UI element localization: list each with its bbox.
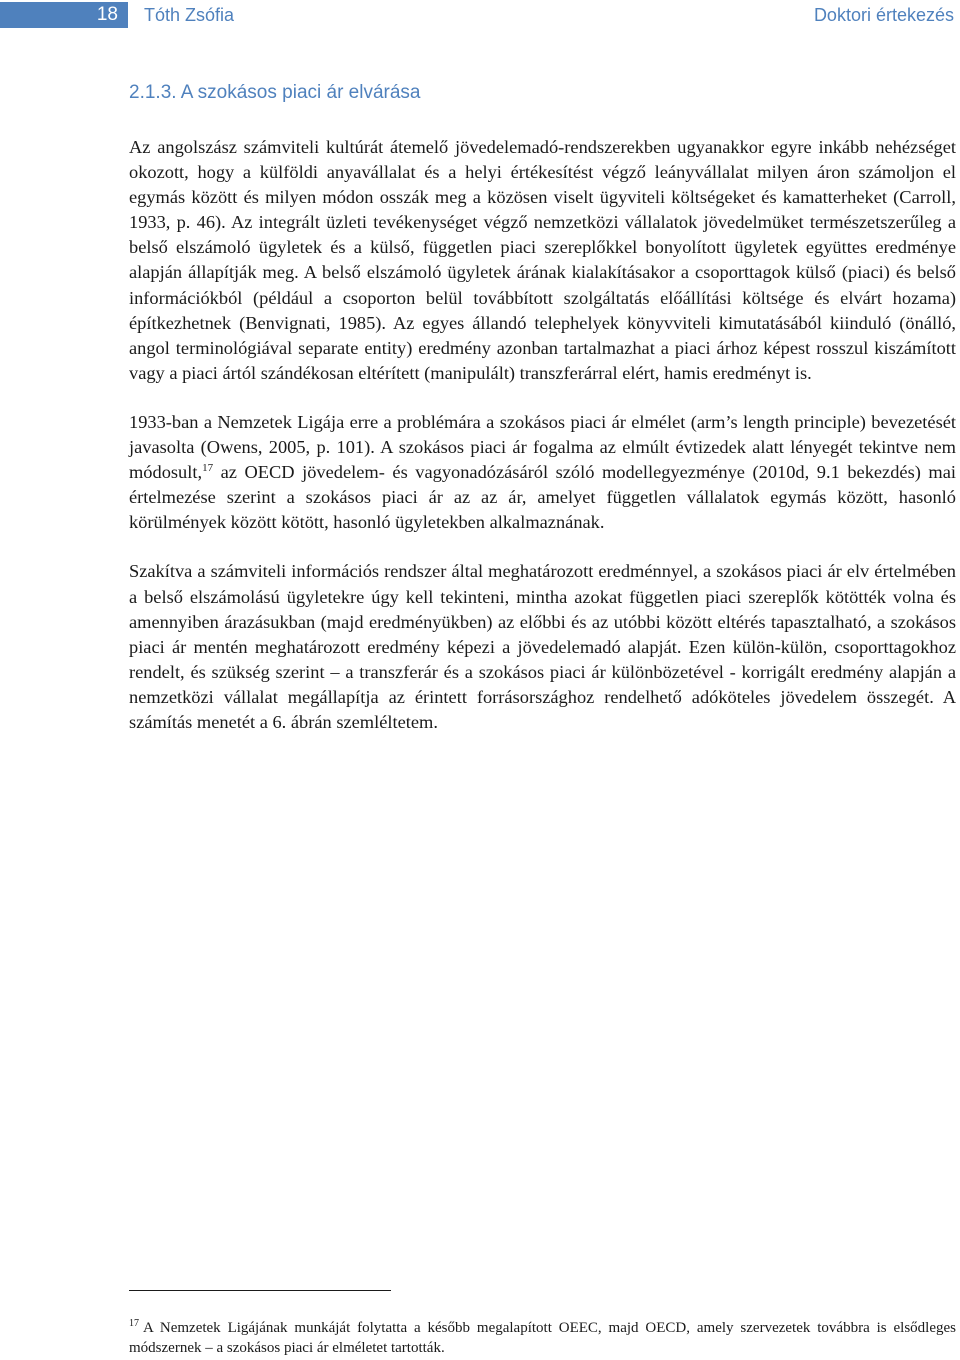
- paragraph-2-part-1: 1933-ban a Nemzetek Ligája erre a problémára a szokásos piaci ár elmélet (arm’s length principle) bevezetését javasolta (Owens, 2005, p. 101). A szokásos piaci ár fogalma az elmúlt évtizedek alatt lényegét tekintve nem módosult,: [129, 411, 956, 483]
- footnote-reference[interactable]: 17: [202, 462, 214, 475]
- paragraph-2: [129, 410, 956, 535]
- paragraph-2-part-2: az OECD jövedelem- és vagyonadózásáról szóló modellegyezménye (2010d, 9.1 bekezdés) mai értelmezése szerint a szokásos piaci ár az az ár, amelyet független vállalatok egymás között, hasonló körülmények között kötött, hasonló ügyletekben alkalmaznának.: [129, 462, 956, 533]
- footnote: [129, 1318, 956, 1358]
- footnote-mark: 17: [129, 1318, 139, 1329]
- section-heading: 2.1.3. A szokásos piaci ár elvárása: [129, 82, 421, 103]
- body-text: [129, 135, 956, 735]
- author-name: Tóth Zsófia: [144, 5, 235, 25]
- footnote-separator: [129, 1290, 391, 1291]
- page-number: 18: [0, 2, 128, 28]
- document-type: Doktori értekezés: [813, 5, 954, 25]
- footnote-text: A Nemzetek Ligájának munkáját folytatta a később megalapított OEEC, majd OECD, amely szervezetek továbbra is elsődleges módszernek – a szokásos piaci ár elméletet tartották.: [129, 1320, 956, 1356]
- paragraph-3: Szakítva a számviteli információs rendszer által meghatározott eredménnyel, a szokásos piaci ár elv értelmében a belső elszámolású ügyletekre úgy kell tekinteni, mintha azokat független piaci szereplők kötötték volna és amennyiben árazásukban (majd eredményükben) az előbbi és az utóbbi között eltérés tapasztalható, a szokásos piaci ár mentén meghatározott eredmény képezi a jövedelemadó alapját. Ezen külön-külön, csoporttagokhoz rendelt, és szükség szerint – a transzferár és a szokásos piaci ár különbözetével - korrigált eredmény alapján a nemzetközi vállalat megállapítja az érintett forrásországhoz rendelhető adóköteles jövedelem összegét. A számítás menetét a 6. ábrán szemléltetem.: [129, 561, 956, 732]
- paragraph-1: Az angolszász számviteli kultúrát átemelő jövedelemadó-rendszerekben ugyanakkor egyre inkább nehézséget okozott, hogy a külföldi anyavállalat és a helyi értékesítést végző leányvállalat milyen áron számoljon el egymás között és milyen módon osszák meg a közösen viselt ügyviteli költségeket és kamatterheket (Carroll, 1933, p. 46). Az integrált üzleti tevékenységet végző nemzetközi vállalatok jövedelmüket természetszerűleg a belső elszámoló ügyletek és a külső, független piaci szereplőkkel bonyolított ügyletek együttes eredménye alapján állapítják meg. A belső elszámoló ügyletek árának kialakításakor a csoporttagok külső (piaci) és belső információkból (például a csoporton belül továbbított szolgáltatás előállítási költsége és elvárt hozama) építkezhetnek (Benvignati, 1985). Az egyes állandó telephelyek könyvviteli kimutatásából kiinduló (önálló, angol terminológiával separate entity) eredmény azonban tartalmazhat a piaci árhoz képest rosszul kiszámított vagy a piaci ártól szándékosan eltérített (manipulált) transzferárral elért, hamis eredményt is.: [129, 137, 956, 383]
- page-header: [0, 0, 960, 33]
